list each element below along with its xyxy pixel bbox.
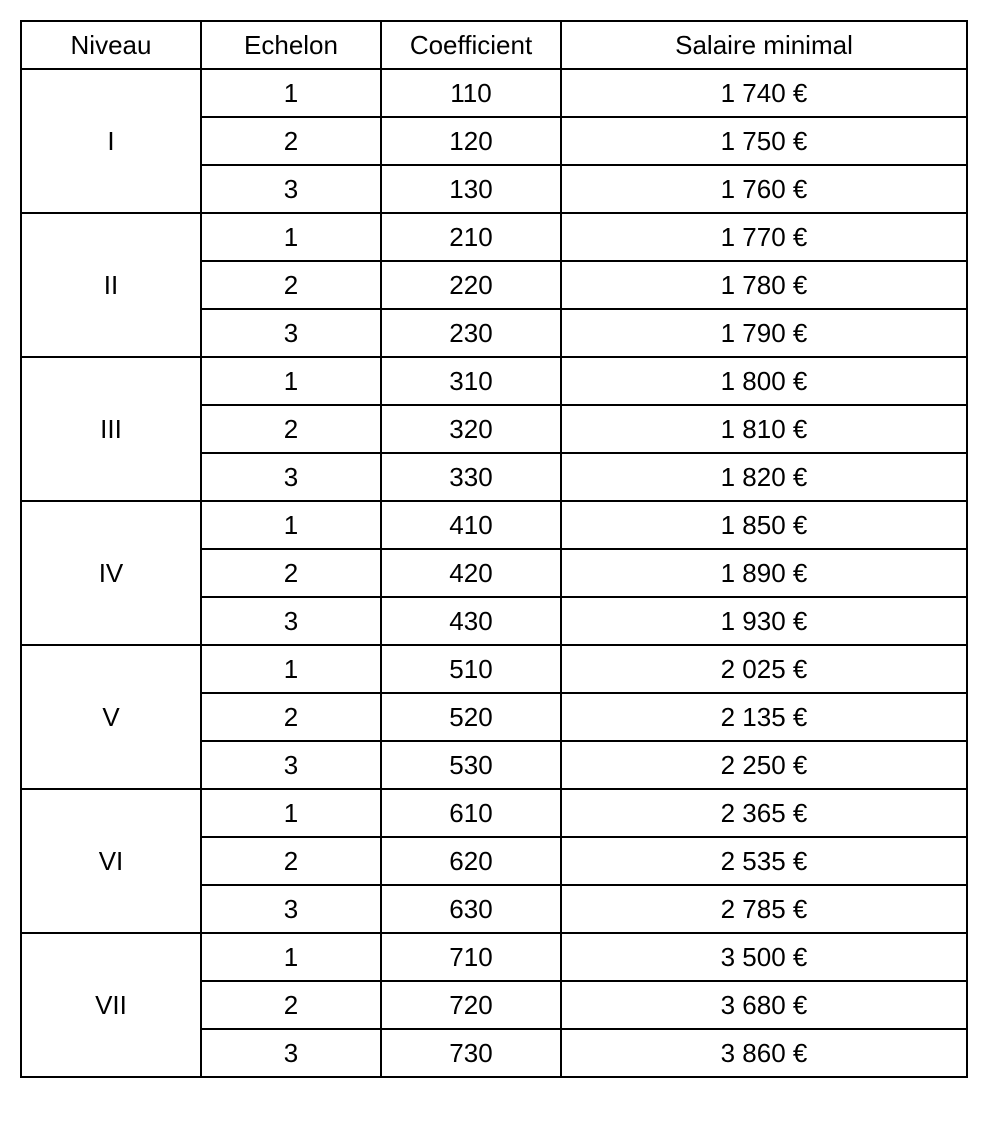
echelon-cell: 3 — [201, 309, 381, 357]
echelon-cell: 1 — [201, 213, 381, 261]
echelon-cell: 1 — [201, 645, 381, 693]
echelon-cell: 2 — [201, 117, 381, 165]
salaire-cell: 1 760 € — [561, 165, 967, 213]
coefficient-cell: 230 — [381, 309, 561, 357]
echelon-cell: 2 — [201, 837, 381, 885]
echelon-cell: 1 — [201, 357, 381, 405]
header-row — [21, 21, 967, 69]
table-row — [21, 501, 967, 549]
echelon-cell: 3 — [201, 453, 381, 501]
coefficient-cell: 510 — [381, 645, 561, 693]
niveau-cell: V — [21, 645, 201, 789]
coefficient-cell: 310 — [381, 357, 561, 405]
niveau-cell: VII — [21, 933, 201, 1077]
niveau-cell: III — [21, 357, 201, 501]
salaire-cell: 2 025 € — [561, 645, 967, 693]
coefficient-cell: 110 — [381, 69, 561, 117]
salaire-cell: 2 535 € — [561, 837, 967, 885]
echelon-cell: 2 — [201, 549, 381, 597]
header-niveau: Niveau — [21, 21, 201, 69]
salaire-cell: 2 785 € — [561, 885, 967, 933]
coefficient-cell: 720 — [381, 981, 561, 1029]
coefficient-cell: 710 — [381, 933, 561, 981]
salaire-cell: 2 250 € — [561, 741, 967, 789]
salaire-cell: 1 820 € — [561, 453, 967, 501]
coefficient-cell: 730 — [381, 1029, 561, 1077]
coefficient-cell: 410 — [381, 501, 561, 549]
niveau-cell: IV — [21, 501, 201, 645]
niveau-cell: I — [21, 69, 201, 213]
echelon-cell: 3 — [201, 885, 381, 933]
table-row — [21, 789, 967, 837]
niveau-cell: VI — [21, 789, 201, 933]
coefficient-cell: 420 — [381, 549, 561, 597]
table-row — [21, 357, 967, 405]
table-body — [21, 69, 967, 1077]
coefficient-cell: 530 — [381, 741, 561, 789]
coefficient-cell: 130 — [381, 165, 561, 213]
salaire-cell: 1 790 € — [561, 309, 967, 357]
niveau-cell: II — [21, 213, 201, 357]
salaire-cell: 1 780 € — [561, 261, 967, 309]
echelon-cell: 2 — [201, 981, 381, 1029]
echelon-cell: 1 — [201, 933, 381, 981]
salaire-cell: 1 750 € — [561, 117, 967, 165]
salaire-cell: 1 800 € — [561, 357, 967, 405]
echelon-cell: 3 — [201, 597, 381, 645]
coefficient-cell: 430 — [381, 597, 561, 645]
coefficient-cell: 210 — [381, 213, 561, 261]
table-row — [21, 645, 967, 693]
echelon-cell: 2 — [201, 405, 381, 453]
salaire-cell: 3 680 € — [561, 981, 967, 1029]
table-row — [21, 933, 967, 981]
salaire-cell: 1 740 € — [561, 69, 967, 117]
salaire-cell: 1 930 € — [561, 597, 967, 645]
salaire-cell: 1 890 € — [561, 549, 967, 597]
salaire-cell: 1 850 € — [561, 501, 967, 549]
coefficient-cell: 330 — [381, 453, 561, 501]
coefficient-cell: 520 — [381, 693, 561, 741]
salaire-cell: 2 365 € — [561, 789, 967, 837]
echelon-cell: 1 — [201, 501, 381, 549]
header-salaire-minimal: Salaire minimal — [561, 21, 967, 69]
header-coefficient: Coefficient — [381, 21, 561, 69]
coefficient-cell: 610 — [381, 789, 561, 837]
coefficient-cell: 620 — [381, 837, 561, 885]
header-echelon: Echelon — [201, 21, 381, 69]
echelon-cell: 3 — [201, 165, 381, 213]
salaire-cell: 3 860 € — [561, 1029, 967, 1077]
echelon-cell: 3 — [201, 1029, 381, 1077]
echelon-cell: 2 — [201, 261, 381, 309]
table-row — [21, 69, 967, 117]
echelon-cell: 3 — [201, 741, 381, 789]
salaire-cell: 1 770 € — [561, 213, 967, 261]
coefficient-cell: 220 — [381, 261, 561, 309]
echelon-cell: 2 — [201, 693, 381, 741]
echelon-cell: 1 — [201, 69, 381, 117]
salaire-cell: 1 810 € — [561, 405, 967, 453]
salaire-cell: 3 500 € — [561, 933, 967, 981]
table-row — [21, 213, 967, 261]
salary-grid-table — [20, 20, 968, 1078]
coefficient-cell: 630 — [381, 885, 561, 933]
salaire-cell: 2 135 € — [561, 693, 967, 741]
coefficient-cell: 320 — [381, 405, 561, 453]
coefficient-cell: 120 — [381, 117, 561, 165]
echelon-cell: 1 — [201, 789, 381, 837]
